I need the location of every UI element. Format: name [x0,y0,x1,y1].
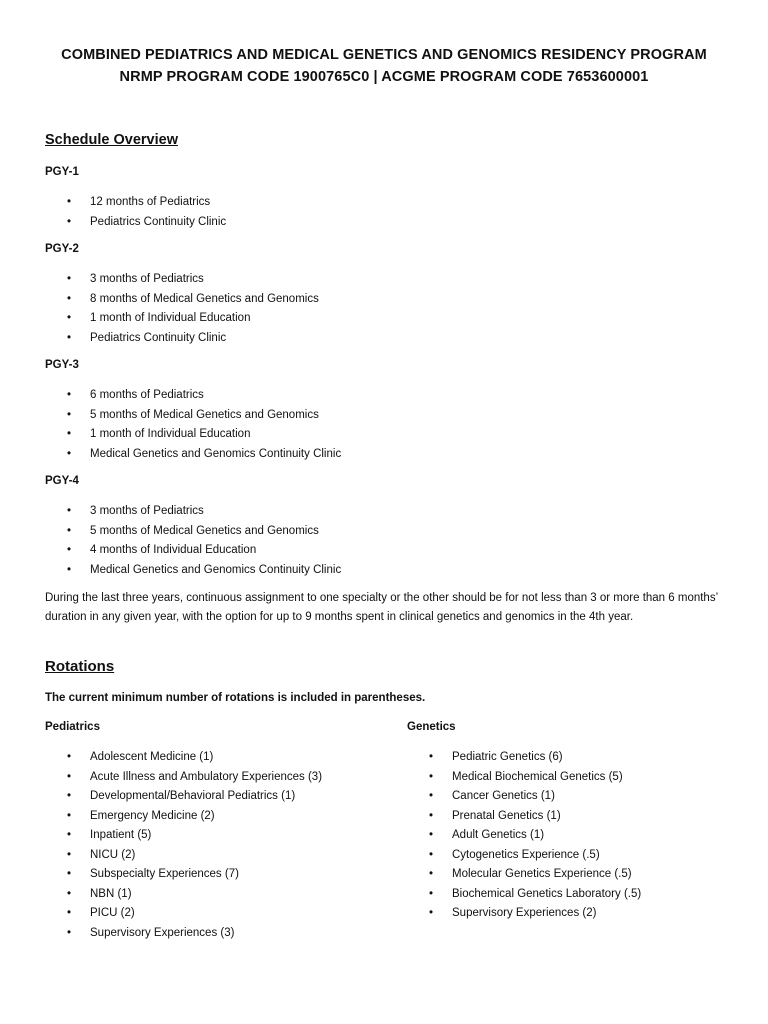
pgy1-label: PGY-1 [45,166,79,178]
list-item: • Biochemical Genetics Laboratory (.5) [407,885,641,905]
list-item: • 1 month of Individual Education [45,425,341,445]
list-item: • Medical Genetics and Genomics Continuity Clinic [45,561,341,581]
pgy2-list [45,270,319,348]
list-item: • NICU (2) [45,846,322,866]
list-item: • 3 months of Pediatrics [45,270,319,290]
genetics-column-label: Genetics [407,721,456,733]
list-item: • Supervisory Experiences (3) [45,924,322,944]
pgy3-list [45,386,341,464]
genetics-rotation-list [407,748,641,924]
list-item: • Pediatric Genetics (6) [407,748,641,768]
list-item: • Subspecialty Experiences (7) [45,865,322,885]
pgy4-list [45,502,341,580]
list-item: • Medical Biochemical Genetics (5) [407,768,641,788]
list-item: • NBN (1) [45,885,322,905]
list-item: • Pediatrics Continuity Clinic [45,329,319,349]
list-item: • Acute Illness and Ambulatory Experiences (3) [45,768,322,788]
list-item: • Adolescent Medicine (1) [45,748,322,768]
program-codes: NRMP PROGRAM CODE 1900765C0 | ACGME PROGRAM CODE 7653600001 [119,69,649,85]
list-item: • Prenatal Genetics (1) [407,807,641,827]
list-item: • Cytogenetics Experience (.5) [407,846,641,866]
rotations-intro: The current minimum number of rotations is included in parentheses. [45,692,426,704]
list-item: • Pediatrics Continuity Clinic [45,213,226,233]
list-item: • Supervisory Experiences (2) [407,904,641,924]
list-item: • Inpatient (5) [45,826,322,846]
list-item: • 1 month of Individual Education [45,309,319,329]
list-item: • PICU (2) [45,904,322,924]
pediatrics-rotation-list [45,748,322,943]
list-item: • 8 months of Medical Genetics and Genomics [45,290,319,310]
list-item: • 4 months of Individual Education [45,541,341,561]
pgy1-list [45,193,226,232]
pgy3-label: PGY-3 [45,359,79,371]
list-item: • 6 months of Pediatrics [45,386,341,406]
pgy4-label: PGY-4 [45,475,79,487]
list-item: • Cancer Genetics (1) [407,787,641,807]
schedule-overview-heading: Schedule Overview [45,132,178,148]
rotations-heading: Rotations [45,658,115,675]
list-item: • Adult Genetics (1) [407,826,641,846]
pediatrics-column-label: Pediatrics [45,721,100,733]
list-item: • Emergency Medicine (2) [45,807,322,827]
schedule-note-paragraph: During the last three years, continuous assignment to one specialty or the other should be for not less than 3 or more than 6 months’ duration in any given year, with the option for up to 9 months spent in clinical genetics and genomics in the 4th year. [45,592,718,623]
pgy2-label: PGY-2 [45,243,79,255]
list-item: • 12 months of Pediatrics [45,193,226,213]
list-item: • Molecular Genetics Experience (.5) [407,865,641,885]
list-item: • Medical Genetics and Genomics Continuity Clinic [45,445,341,465]
list-item: • Developmental/Behavioral Pediatrics (1) [45,787,322,807]
list-item: • 3 months of Pediatrics [45,502,341,522]
program-title: COMBINED PEDIATRICS AND MEDICAL GENETICS AND GENOMICS RESIDENCY PROGRAM [61,47,707,63]
list-item: • 5 months of Medical Genetics and Genomics [45,406,341,426]
list-item: • 5 months of Medical Genetics and Genomics [45,522,341,542]
